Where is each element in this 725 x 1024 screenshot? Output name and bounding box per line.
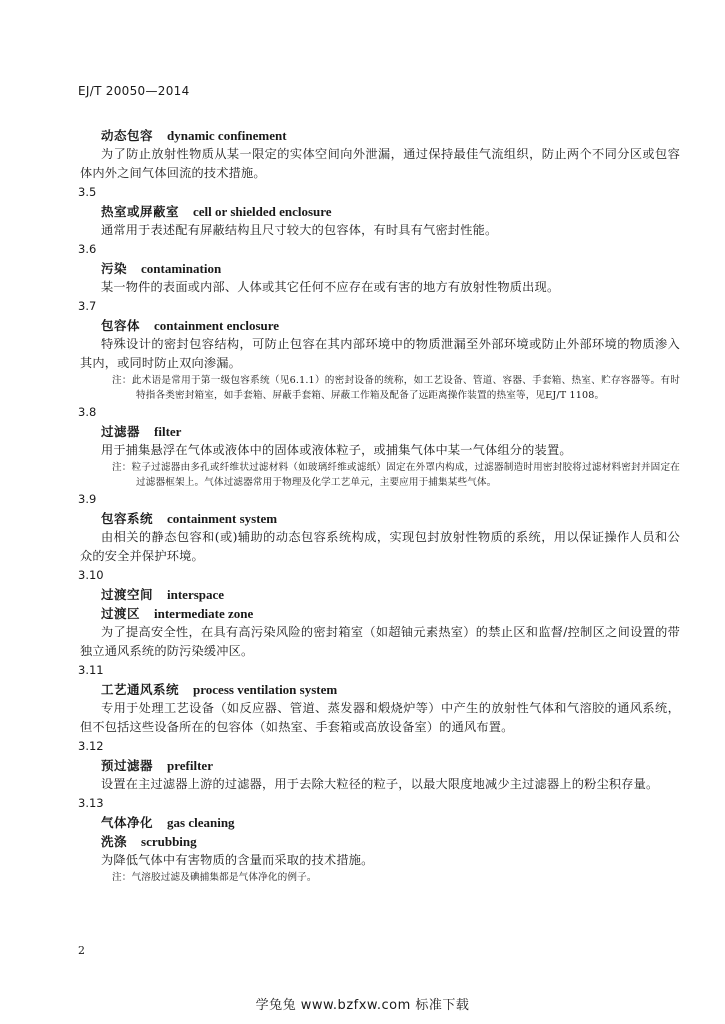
term-entry — [80, 126, 680, 183]
term-entry — [80, 794, 680, 885]
term-chinese: 包容体 — [101, 318, 141, 333]
term-entry — [80, 566, 680, 661]
term-heading — [101, 202, 680, 221]
standard-code: EJ/T 20050—2014 — [78, 84, 190, 98]
term-definition: 特殊设计的密封包容结构，可防止包容在其内部环境中的物质泄漏至外部环境或防止外部环境的物质渗入其内，或同时防止双向渗漏。 — [80, 337, 680, 370]
term-definition: 设置在主过滤器上游的过滤器，用于去除大粒径的粒子，以最大限度地减少主过滤器上的粉尘积存量。 — [101, 777, 659, 791]
term-heading — [101, 126, 680, 145]
term-entry — [80, 297, 680, 403]
clause-number: 3.13 — [78, 796, 104, 810]
term-heading — [101, 604, 680, 623]
term-heading — [101, 316, 680, 335]
term-definition: 由相关的静态包容和(或)辅助的动态包容系统构成，实现包封放射性物质的系统，用以保证操作人员和公众的安全并保护环境。 — [80, 530, 680, 563]
term-heading — [101, 509, 680, 528]
term-english: containment system — [167, 511, 278, 526]
term-definition: 用于捕集悬浮在气体或液体中的固体或液体粒子，或捕集气体中某一气体组分的装置。 — [101, 443, 572, 457]
term-heading — [101, 259, 680, 278]
clause-number: 3.9 — [78, 492, 97, 506]
term-chinese: 污染 — [101, 261, 128, 276]
terms-list — [80, 126, 680, 885]
term-entry — [80, 661, 680, 737]
page-number: 2 — [78, 944, 85, 957]
clause-number: 3.7 — [78, 299, 97, 313]
term-chinese: 气体净化 — [101, 815, 154, 830]
term-english: containment enclosure — [154, 318, 280, 333]
term-english: cell or shielded enclosure — [193, 204, 332, 219]
term-entry — [80, 737, 680, 794]
term-english: filter — [154, 424, 182, 439]
term-definition: 某一物件的表面或内部、人体或其它任何不应存在或有害的地方有放射性物质出现。 — [101, 280, 560, 294]
term-entry — [80, 403, 680, 490]
term-chinese: 过渡区 — [101, 606, 141, 621]
term-english: gas cleaning — [167, 815, 235, 830]
clause-number: 3.12 — [78, 739, 104, 753]
term-heading — [101, 680, 680, 699]
term-english: scrubbing — [141, 834, 197, 849]
term-english: process ventilation system — [193, 682, 338, 697]
footer-watermark: 学兔兔 www.bzfxw.com 标准下载 — [255, 998, 470, 1013]
term-english: intermediate zone — [154, 606, 254, 621]
term-heading — [101, 756, 680, 775]
term-entry — [80, 183, 680, 240]
term-heading — [101, 832, 680, 851]
term-definition: 通常用于表述配有屏蔽结构且尺寸较大的包容体，有时具有气密封性能。 — [101, 223, 498, 237]
term-heading — [101, 422, 680, 441]
term-heading — [101, 585, 680, 604]
term-entry — [80, 240, 680, 297]
clause-number: 3.6 — [78, 242, 97, 256]
clause-number: 3.11 — [78, 663, 104, 677]
term-english: prefilter — [167, 758, 213, 773]
term-chinese: 过滤器 — [101, 424, 141, 439]
clause-number: 3.10 — [78, 568, 104, 582]
term-note: 注：粒子过滤器由多孔或纤维状过滤材料（如玻璃纤维或滤纸）固定在外罩内构成，过滤器制造时用密封胶将过滤材料密封并固定在过滤器框架上。气体过滤器常用于物理及化学工艺单元，主要应用于捕集某些气体。 — [112, 462, 680, 488]
clause-number: 3.8 — [78, 405, 97, 419]
term-chinese: 动态包容 — [101, 128, 154, 143]
term-definition: 为了防止放射性物质从某一限定的实体空间向外泄漏，通过保持最佳气流组织，防止两个不同分区或包容体内外之间气体回流的技术措施。 — [80, 147, 680, 180]
term-english: contamination — [141, 261, 222, 276]
term-note: 注：气溶胶过滤及碘捕集都是气体净化的例子。 — [112, 872, 317, 883]
term-chinese: 热室或屏蔽室 — [101, 204, 180, 219]
term-definition: 专用于处理工艺设备（如反应器、管道、蒸发器和煅烧炉等）中产生的放射性气体和气溶胶的通风系统，但不包括这些设备所在的包容体（如热室、手套箱或高放设备室）的通风布置。 — [80, 701, 680, 734]
term-chinese: 预过滤器 — [101, 758, 154, 773]
term-chinese: 包容系统 — [101, 511, 154, 526]
term-english: interspace — [167, 587, 225, 602]
term-note: 注：此术语是常用于第一级包容系统（见6.1.1）的密封设备的统称，如工艺设备、管道、容器、手套箱、热室、贮存容器等。有时特指各类密封箱室，如手套箱、屏蔽手套箱、屏蔽工作箱及配备了远距离操作装置的热室等，见EJ/T 1108。 — [112, 375, 680, 401]
term-english: dynamic confinement — [167, 128, 287, 143]
term-heading — [101, 813, 680, 832]
term-definition: 为降低气体中有害物质的含量而采取的技术措施。 — [101, 853, 374, 867]
term-chinese: 工艺通风系统 — [101, 682, 180, 697]
term-chinese: 过渡空间 — [101, 587, 154, 602]
term-chinese: 洗涤 — [101, 834, 128, 849]
clause-number: 3.5 — [78, 185, 97, 199]
term-definition: 为了提高安全性，在具有高污染风险的密封箱室（如超铀元素热室）的禁止区和监督/控制区之间设置的带独立通风系统的防污染缓冲区。 — [80, 625, 680, 658]
term-entry — [80, 490, 680, 566]
